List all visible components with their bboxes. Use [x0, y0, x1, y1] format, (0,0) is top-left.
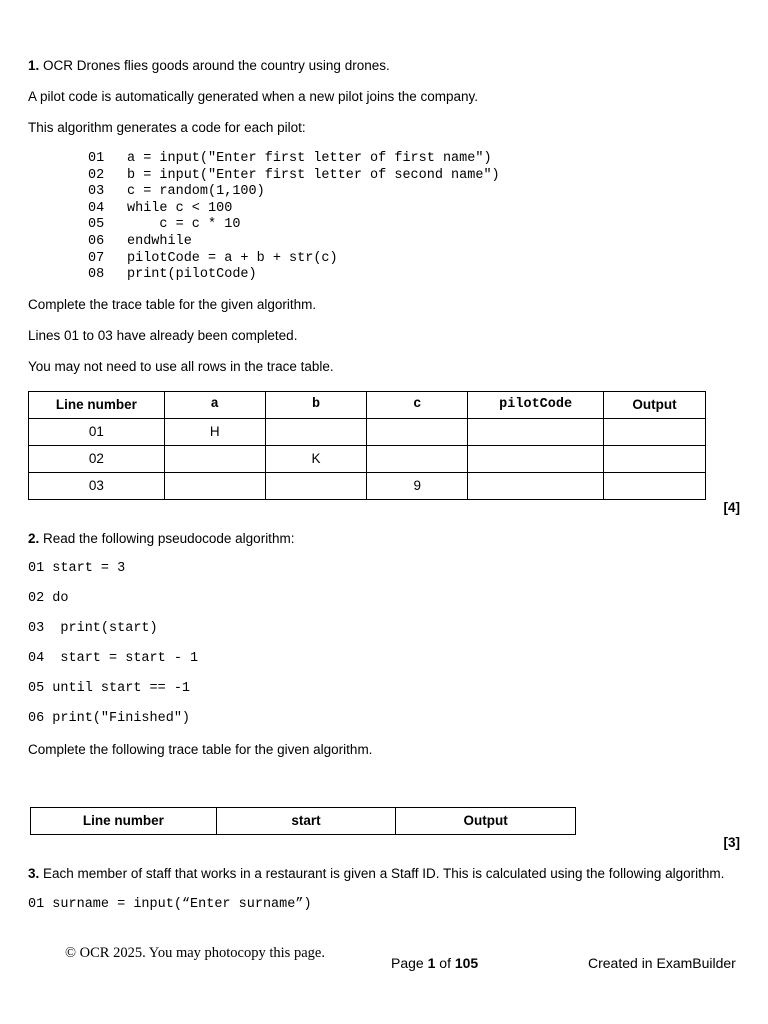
- table-cell[interactable]: [367, 445, 468, 472]
- q2-code-line: 05 until start == -1: [28, 680, 191, 696]
- trace-table-header-row: [31, 807, 576, 834]
- code-line-number: 04: [88, 200, 105, 216]
- code-line-text: endwhile: [127, 233, 192, 249]
- created-in-exambuilder: Created in ExamBuilder: [588, 955, 736, 971]
- header-c: c: [367, 391, 468, 418]
- table-cell[interactable]: [265, 418, 367, 445]
- q1-paragraph-3: This algorithm generates a code for each pilot:: [28, 120, 306, 135]
- table-cell[interactable]: [604, 445, 706, 472]
- q2-number: 2.: [28, 530, 40, 546]
- table-cell: H: [164, 418, 265, 445]
- q1-paragraph-5: Lines 01 to 03 have already been completed.: [28, 327, 298, 343]
- code-line-text: b = input("Enter first letter of second name"): [127, 167, 500, 183]
- table-cell: 03: [29, 472, 165, 499]
- code-line: [88, 267, 740, 284]
- q2-code-line: 04 start = start - 1: [28, 650, 199, 666]
- q1-marks: [4]: [723, 499, 740, 515]
- code-line: [88, 151, 740, 168]
- code-line: [88, 234, 740, 251]
- q2-code-line: 03 print(start): [28, 620, 158, 636]
- code-line-text: while c < 100: [127, 200, 233, 216]
- q2-marks: [3]: [723, 834, 740, 850]
- exam-page: [28, 58, 740, 913]
- code-line-number: 08: [88, 267, 105, 283]
- table-cell[interactable]: [468, 418, 604, 445]
- q2-instruction: Complete the following trace table for the given algorithm.: [28, 741, 373, 757]
- q1-intro-text: OCR Drones flies goods around the country using drones.: [43, 58, 390, 73]
- code-line-text: c = random(1,100): [127, 184, 265, 200]
- q2-code-line: 06 print("Finished"): [28, 710, 191, 726]
- header-pilotcode: pilotCode: [468, 391, 604, 418]
- page-number: [391, 955, 478, 971]
- code-line-number: 06: [88, 233, 105, 249]
- page-footer: [0, 945, 768, 985]
- code-line-text: c = c * 10: [127, 217, 241, 233]
- table-cell: 01: [29, 418, 165, 445]
- q1-paragraph-2: A pilot code is automatically generated when a new pilot joins the company.: [28, 89, 479, 104]
- table-row: [29, 418, 706, 445]
- page-of: of: [439, 955, 451, 971]
- code-line-number: 01: [88, 151, 105, 166]
- table-cell[interactable]: [367, 418, 468, 445]
- q1-code-block: [88, 151, 740, 284]
- q3-number: 3.: [28, 865, 40, 881]
- q3-intro-text: Each member of staff that works in a restaurant is given a Staff ID. This is calculated using the following algorithm.: [43, 865, 725, 881]
- q2-intro: [28, 531, 740, 547]
- q1-intro: [28, 58, 740, 74]
- header-output: Output: [396, 807, 576, 834]
- code-line-number: 05: [88, 217, 105, 233]
- code-line: [88, 251, 740, 268]
- q2-code-line: 02 do: [28, 590, 69, 606]
- header-a: a: [164, 391, 265, 418]
- page-total: 105: [454, 955, 479, 971]
- code-line: [88, 217, 740, 234]
- code-line-number: 07: [88, 250, 105, 266]
- code-line-text: print(pilotCode): [127, 267, 257, 283]
- q3-intro: [28, 866, 740, 882]
- q1-paragraph-6: You may not need to use all rows in the trace table.: [28, 358, 334, 374]
- q2-trace-table: [30, 807, 576, 835]
- header-line-number: Line number: [31, 807, 217, 834]
- code-line: [88, 184, 740, 201]
- code-line: [88, 201, 740, 218]
- table-cell[interactable]: [164, 472, 265, 499]
- page-prefix: Page: [391, 955, 424, 971]
- code-line-number: 02: [88, 167, 105, 183]
- trace-table-header-row: [29, 391, 706, 418]
- table-cell: K: [265, 445, 367, 472]
- code-line-text: a = input("Enter first letter of first name"): [127, 151, 492, 166]
- table-cell[interactable]: [164, 445, 265, 472]
- table-cell[interactable]: [604, 472, 706, 499]
- page-current: 1: [427, 955, 436, 971]
- table-cell: 9: [367, 472, 468, 499]
- q1-number: 1.: [28, 58, 40, 73]
- header-output: Output: [604, 391, 706, 418]
- q3-code-line: 01 surname = input(“Enter surname”): [28, 896, 312, 912]
- table-cell[interactable]: [468, 472, 604, 499]
- table-cell: 02: [29, 445, 165, 472]
- header-start: start: [216, 807, 396, 834]
- table-cell[interactable]: [604, 418, 706, 445]
- q2-intro-text: Read the following pseudocode algorithm:: [43, 530, 295, 546]
- table-row: [29, 472, 706, 499]
- copyright-notice: © OCR 2025. You may photocopy this page.: [65, 945, 325, 961]
- q1-trace-table: [28, 391, 706, 500]
- table-row: [29, 445, 706, 472]
- table-cell[interactable]: [265, 472, 367, 499]
- header-b: b: [265, 391, 367, 418]
- code-line: [88, 168, 740, 185]
- q1-paragraph-4: Complete the trace table for the given algorithm.: [28, 296, 317, 312]
- q2-code-line: 01 start = 3: [28, 560, 126, 576]
- code-line-number: 03: [88, 184, 105, 200]
- table-cell[interactable]: [468, 445, 604, 472]
- code-line-text: pilotCode = a + b + str(c): [127, 250, 338, 266]
- header-line-number: Line number: [29, 391, 165, 418]
